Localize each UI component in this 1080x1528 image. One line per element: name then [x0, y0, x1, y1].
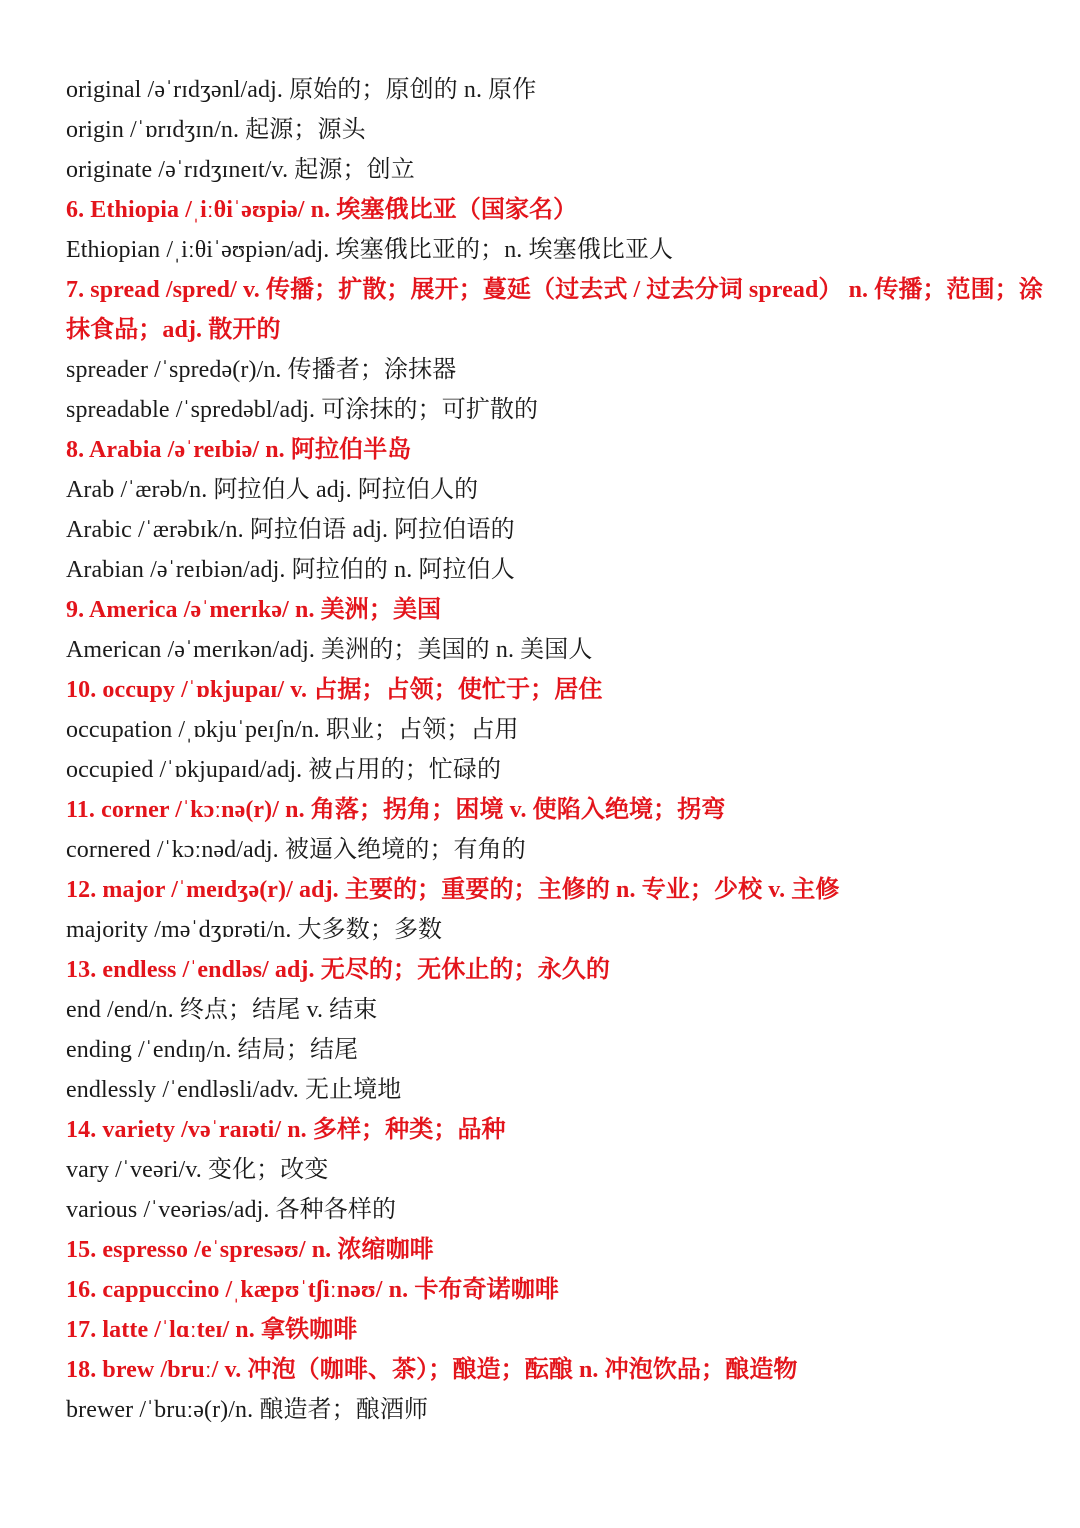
- headword-entry: 14. variety /vəˈraɪəti/ n. 多样；种类；品种: [66, 1117, 506, 1143]
- headword-entry: 10. occupy /ˈɒkjupaɪ/ v. 占据；占领；使忙于；居住: [66, 677, 603, 703]
- derived-word-entry: spreadable /ˈspredəbl/adj. 可涂抹的；可扩散的: [66, 397, 539, 423]
- headword-entry: 7. spread /spred/ v. 传播；扩散；展开；蔓延（过去式 / 过去分词 spread） n. 传播；范围；涂抹食品；adj. 散开的: [66, 277, 1043, 343]
- derived-word-entry: Ethiopian /ˌiːθiˈəʊpiən/adj. 埃塞俄比亚的；n. 埃塞俄比亚人: [66, 237, 674, 263]
- derived-word-entry: Arabian /əˈreɪbiən/adj. 阿拉伯的 n. 阿拉伯人: [66, 557, 515, 583]
- headword-entry: 18. brew /bruː/ v. 冲泡（咖啡、茶）；酿造；酝酿 n. 冲泡饮品；酿造物: [66, 1357, 798, 1383]
- derived-word-entry: Arabic /ˈærəbɪk/n. 阿拉伯语 adj. 阿拉伯语的: [66, 517, 515, 543]
- headword-entry: 8. Arabia /əˈreɪbiə/ n. 阿拉伯半岛: [66, 437, 412, 463]
- derived-word-entry: Arab /ˈærəb/n. 阿拉伯人 adj. 阿拉伯人的: [66, 477, 479, 503]
- derived-word-entry: American /əˈmerɪkən/adj. 美洲的；美国的 n. 美国人: [66, 637, 593, 663]
- derived-word-entry: original /əˈrɪdʒənl/adj. 原始的；原创的 n. 原作: [66, 77, 537, 103]
- derived-word-entry: brewer /ˈbruːə(r)/n. 酿造者；酿酒师: [66, 1397, 429, 1423]
- headword-entry: 11. corner /ˈkɔːnə(r)/ n. 角落；拐角；困境 v. 使陷入绝境；拐弯: [66, 797, 726, 823]
- derived-word-entry: ending /ˈendɪŋ/n. 结局；结尾: [66, 1037, 359, 1063]
- derived-word-entry: endlessly /ˈendləsli/adv. 无止境地: [66, 1077, 402, 1103]
- headword-entry: 17. latte /ˈlɑːteɪ/ n. 拿铁咖啡: [66, 1317, 358, 1343]
- derived-word-entry: cornered /ˈkɔːnəd/adj. 被逼入绝境的；有角的: [66, 837, 526, 863]
- derived-word-entry: various /ˈveəriəs/adj. 各种各样的: [66, 1197, 397, 1223]
- derived-word-entry: occupation /ˌɒkjuˈpeɪʃn/n. 职业；占领；占用: [66, 717, 519, 743]
- derived-word-entry: end /end/n. 终点；结尾 v. 结束: [66, 997, 378, 1023]
- headword-entry: 13. endless /ˈendləs/ adj. 无尽的；无休止的；永久的: [66, 957, 610, 983]
- vocabulary-list: [66, 70, 1046, 1430]
- derived-word-entry: majority /məˈdʒɒrəti/n. 大多数；多数: [66, 917, 443, 943]
- derived-word-entry: vary /ˈveəri/v. 变化；改变: [66, 1157, 329, 1183]
- derived-word-entry: originate /əˈrɪdʒɪneɪt/v. 起源；创立: [66, 157, 415, 183]
- derived-word-entry: origin /ˈɒrɪdʒɪn/n. 起源；源头: [66, 117, 366, 143]
- headword-entry: 9. America /əˈmerɪkə/ n. 美洲；美国: [66, 597, 442, 623]
- headword-entry: 16. cappuccino /ˌkæpʊˈtʃiːnəʊ/ n. 卡布奇诺咖啡: [66, 1277, 559, 1303]
- derived-word-entry: spreader /ˈspredə(r)/n. 传播者；涂抹器: [66, 357, 457, 383]
- derived-word-entry: occupied /ˈɒkjupaɪd/adj. 被占用的；忙碌的: [66, 757, 502, 783]
- headword-entry: 6. Ethiopia /ˌiːθiˈəʊpiə/ n. 埃塞俄比亚（国家名）: [66, 197, 578, 223]
- headword-entry: 12. major /ˈmeɪdʒə(r)/ adj. 主要的；重要的；主修的 n. 专业；少校 v. 主修: [66, 877, 840, 903]
- headword-entry: 15. espresso /eˈspresəʊ/ n. 浓缩咖啡: [66, 1237, 434, 1263]
